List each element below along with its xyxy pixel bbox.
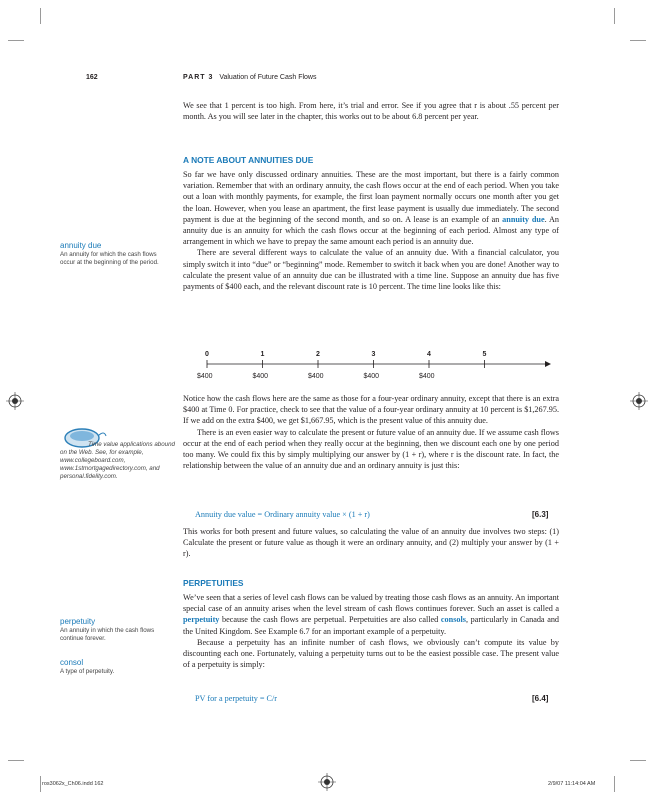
paragraph: So far we have only discussed ordinary annuities. These are the most important, but there is a fairly common variation. Remember that with an ordinary annuity, the cash flows occur at the end of each period. When you take out a loan with monthly payments, for example, the first loan payment normally occurs one month after you get the loan. However, when you lease an apartment, the first lease payment is usually due immediately. The second payment is due at the beginning of the second month, and so on. A lease is an example of an annuity due. An annuity due is an annuity for which the cash flows occur at the beginning of each period. Almost any type of arrangement in which we have to prepay the same amount each period is an annuity due. (183, 170, 560, 247)
section-heading-perpetuities: PERPETUITIES (183, 578, 244, 588)
paragraph: There is an even easier way to calculate the present or future value of an annuity due. If we assume cash flows occur at the end of each period when they really occur at the beginning, then we discount each one by one period too many. We could fix this by simply multiplying our answer by (1 + r), where r is the discount rate. In fact, the relationship between the value of an annuity due and an ordinary annuity is just this: (183, 427, 559, 471)
paragraph: Notice how the cash flows here are the same as those for a four-year ordinary annuity, except that there is an extra $400 at Time 0. For practice, check to see that the value of a four-year ordinary annuity at 10 percent is $1,267.95. If we add on the extra $400, we get $1,667.95, which is the present value of this annuity due. (183, 394, 559, 426)
margin-note-web: Time value applications abound on the Web. See, for example, www.collegeboard.com, www.1stmortgagedirectory.com, and personal.fidelity.com. (60, 441, 175, 480)
footer-file-info: ros3062x_Ch06.indd 162 (42, 781, 104, 787)
registration-mark-icon (6, 392, 24, 410)
margin-term: consol (60, 658, 84, 667)
section-heading-annuities-due: A NOTE ABOUT ANNUITIES DUE (183, 155, 314, 165)
registration-mark-icon (318, 773, 336, 791)
equation-number: [6.3] (532, 510, 549, 519)
running-header (183, 74, 316, 81)
part-title: Valuation of Future Cash Flows (219, 74, 317, 81)
timeline-payment: $400 (419, 373, 435, 380)
crop-mark (40, 8, 41, 24)
timeline-payment: $400 (252, 373, 269, 380)
timeline-period-label: 0 (205, 351, 209, 358)
crop-mark (614, 8, 615, 24)
crop-mark (8, 40, 24, 41)
equation-annuity-due: Annuity due value = Ordinary annuity value × (1 + r) (195, 510, 370, 519)
paragraph: There are several different ways to calculate the value of an annuity due. With a financial calculator, you simply switch it into “due” or “beginning” mode. Remember to switch it back when you are done! Another way to calculate the present value of an annuity due can be illustrated with a time line. Suppose an annuity due has five payments of $400 each, and the relevant discount rate is 10 percent. The time line looks like this: (183, 248, 559, 292)
cash-flow-timeline (183, 352, 559, 388)
margin-definition: An annuity for which the cash flows occur at the beginning of the period. (60, 251, 159, 266)
key-term-perpetuity: perpetuity (183, 615, 220, 625)
registration-mark-icon (630, 392, 648, 410)
crop-mark (630, 760, 646, 761)
timeline-period-label: 3 (371, 351, 376, 358)
perpetuities-text (183, 592, 559, 670)
annuities-due-text-continued (183, 393, 559, 471)
paragraph: Because a perpetuity has an infinite number of cash flows, we obviously can’t compute its value by discounting each one. Fortunately, valuing a perpetuity turns out to be the easiest possible case. The present value of a perpetuity is simply: (183, 637, 559, 670)
part-label: PART 3 (183, 74, 214, 81)
key-term-consols: consols (440, 615, 466, 625)
timeline-period-label: 5 (482, 351, 487, 358)
margin-note-consol (60, 657, 172, 676)
footer-date-time: 2/9/07 11:14:04 AM (548, 781, 596, 787)
crop-mark (40, 776, 41, 792)
crop-mark (8, 760, 24, 761)
margin-definition: An annuity in which the cash flows continue forever. (60, 627, 155, 642)
key-term-annuity-due: annuity due (502, 214, 545, 224)
annuities-due-text (183, 169, 559, 292)
paragraph: We’ve seen that a series of level cash flows can be valued by treating those cash flows as an annuity. An important special case of an annuity arises when the level stream of cash flows continues forever. Such an asset is called a perpetuity because the cash flows are perpetual. Perpetuities are also called consols, particularly in Canada and the United Kingdom. See Example 6.7 for an important example of a perpetuity. (183, 593, 560, 636)
timeline-period-label: 4 (427, 351, 431, 358)
crop-mark (614, 776, 615, 792)
timeline-period-label: 1 (260, 351, 265, 358)
equation-number: [6.4] (532, 694, 549, 703)
timeline-arrow-icon (545, 361, 551, 367)
intro-paragraph: We see that 1 percent is too high. From here, it’s trial and error. See if you agree that r is about .55 percent per month. As you will see later in the chapter, this works out to be about 6.8 percent per year. (183, 101, 559, 122)
margin-note-perpetuity (60, 616, 172, 643)
timeline-payment: $400 (308, 373, 324, 380)
page-number: 162 (86, 74, 98, 81)
timeline-payment: $400 (363, 373, 380, 380)
equation-perpetuity: PV for a perpetuity = C/r (195, 694, 278, 703)
margin-term: annuity due (60, 241, 102, 250)
margin-note-annuity-due (60, 240, 172, 267)
margin-term: perpetuity (60, 617, 96, 626)
timeline-period-label: 2 (316, 351, 320, 358)
crop-mark (630, 40, 646, 41)
margin-definition: A type of perpetuity. (60, 668, 115, 675)
timeline-payment: $400 (197, 373, 213, 380)
annuities-due-conclusion: This works for both present and future values, so calculating the value of an annuity due involves two steps: (1) Calculate the present or future value as though it were an ordinary annuity, and (2) multiply your answer by (1 + r). (183, 527, 559, 559)
